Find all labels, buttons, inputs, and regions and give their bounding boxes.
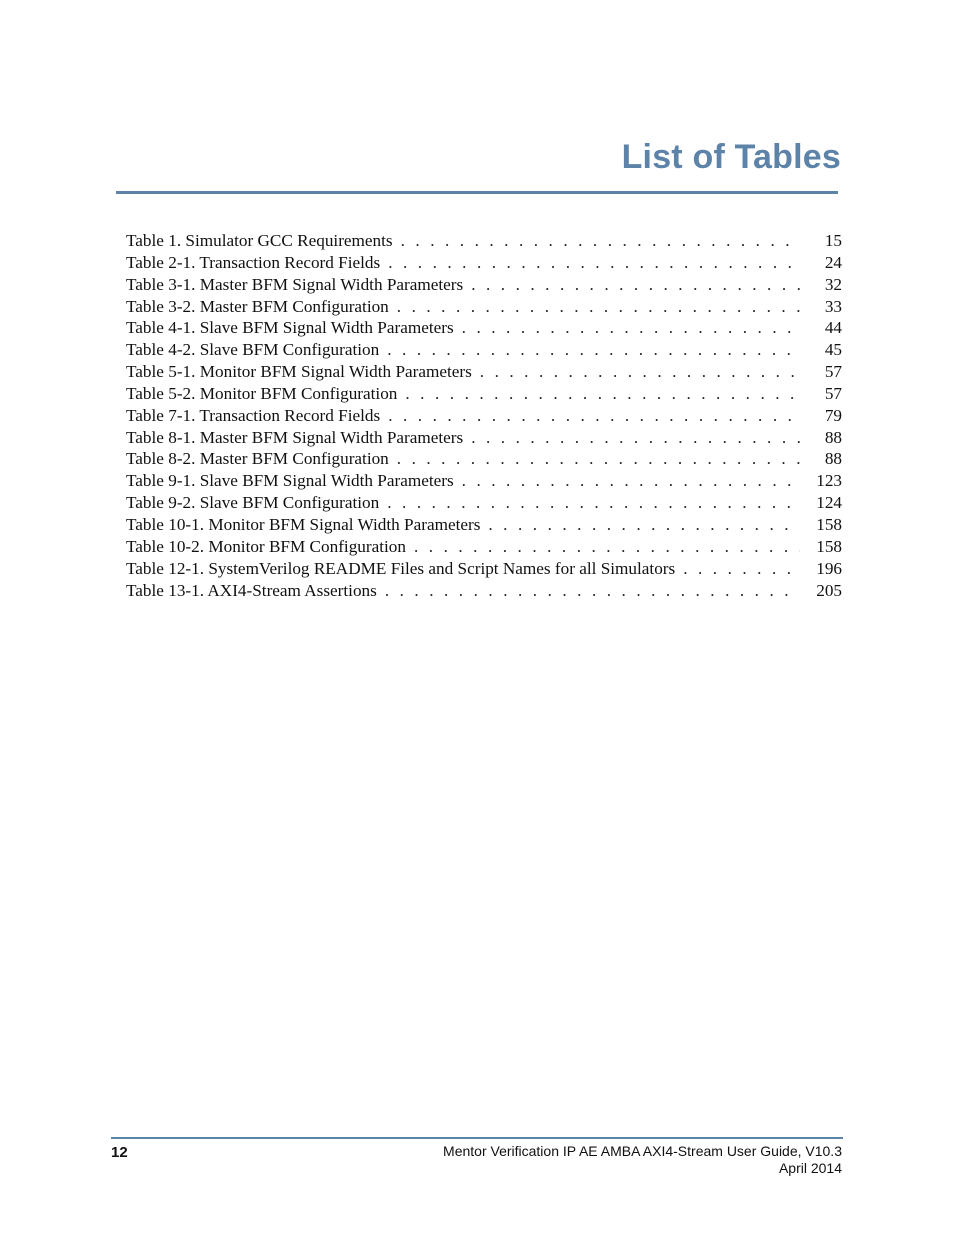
dot-leader bbox=[462, 318, 800, 338]
toc-entry[interactable] bbox=[126, 537, 842, 559]
toc-entry-page: 79 bbox=[824, 405, 842, 425]
toc-entry[interactable] bbox=[126, 449, 842, 471]
dot-leader bbox=[683, 559, 800, 579]
dot-leader bbox=[462, 471, 800, 491]
toc-entry[interactable] bbox=[126, 253, 842, 275]
toc-entry-label: Table 5-1. Monitor BFM Signal Width Parameters bbox=[126, 362, 472, 382]
toc-entry-page: 88 bbox=[824, 449, 842, 469]
toc-entry-page: 124 bbox=[816, 493, 842, 513]
toc-entry[interactable] bbox=[126, 362, 842, 384]
toc-entry[interactable] bbox=[126, 559, 842, 581]
toc-entry-page: 196 bbox=[816, 558, 842, 578]
toc-entry-label: Table 4-2. Slave BFM Configuration bbox=[126, 340, 380, 360]
footer-divider bbox=[111, 1137, 843, 1139]
toc-entry[interactable] bbox=[126, 384, 842, 406]
title-divider bbox=[116, 191, 838, 194]
toc-entry-page: 33 bbox=[824, 296, 842, 316]
toc-entry[interactable] bbox=[126, 515, 842, 537]
toc-entry-page: 158 bbox=[816, 514, 842, 534]
toc-entry-label: Table 4-1. Slave BFM Signal Width Parameters bbox=[126, 318, 454, 338]
toc-entry-page: 15 bbox=[824, 231, 842, 250]
toc-entry-label: Table 12-1. SystemVerilog README Files and Script Names for all Simulators bbox=[126, 558, 676, 578]
dot-leader bbox=[471, 428, 800, 448]
footer-page-number: 12 bbox=[111, 1144, 128, 1161]
dot-leader bbox=[388, 406, 800, 426]
page-title: List of Tables bbox=[621, 138, 841, 176]
toc-entry-page: 57 bbox=[824, 383, 842, 403]
dot-leader bbox=[480, 362, 800, 382]
toc-entry[interactable] bbox=[126, 471, 842, 493]
toc-entry[interactable] bbox=[126, 493, 842, 515]
toc-entry-label: Table 3-2. Master BFM Configuration bbox=[126, 296, 389, 316]
dot-leader bbox=[488, 515, 800, 535]
toc-entry[interactable] bbox=[126, 581, 842, 603]
toc-entry-label: Table 7-1. Transaction Record Fields bbox=[126, 405, 381, 425]
toc-entry-label: Table 3-1. Master BFM Signal Width Parameters bbox=[126, 274, 464, 294]
dot-leader bbox=[397, 297, 800, 317]
dot-leader bbox=[385, 581, 800, 601]
toc-entry-label: Table 5-2. Monitor BFM Configuration bbox=[126, 383, 398, 403]
toc-entry[interactable] bbox=[126, 340, 842, 362]
toc-entry[interactable] bbox=[126, 406, 842, 428]
toc-entry-label: Table 9-2. Slave BFM Configuration bbox=[126, 493, 380, 513]
toc-entry-label: Table 8-1. Master BFM Signal Width Parameters bbox=[126, 427, 464, 447]
dot-leader bbox=[397, 449, 800, 469]
dot-leader bbox=[405, 384, 800, 404]
toc-entry[interactable] bbox=[126, 428, 842, 450]
toc-entry-page: 88 bbox=[824, 427, 842, 447]
dot-leader bbox=[401, 231, 800, 251]
toc-entry[interactable] bbox=[126, 297, 842, 319]
footer-date: April 2014 bbox=[778, 1160, 842, 1176]
footer-doc-title: Mentor Verification IP AE AMBA AXI4-Stream User Guide, V10.3 bbox=[443, 1143, 842, 1159]
toc-entry[interactable] bbox=[126, 275, 842, 297]
toc-entry-page: 205 bbox=[816, 580, 842, 600]
toc-entry-page: 45 bbox=[824, 340, 842, 360]
toc-entry-page: 32 bbox=[824, 274, 842, 294]
toc-entry-page: 24 bbox=[824, 252, 842, 272]
toc-entry-label: Table 10-2. Monitor BFM Configuration bbox=[126, 536, 406, 556]
dot-leader bbox=[471, 275, 800, 295]
dot-leader bbox=[414, 537, 800, 557]
toc-entry-label: Table 2-1. Transaction Record Fields bbox=[126, 252, 381, 272]
table-of-contents-list bbox=[126, 231, 842, 602]
dot-leader bbox=[387, 340, 800, 360]
toc-entry-page: 57 bbox=[824, 362, 842, 382]
toc-entry[interactable] bbox=[126, 318, 842, 340]
toc-entry-label: Table 1. Simulator GCC Requirements bbox=[126, 231, 393, 250]
dot-leader bbox=[387, 493, 800, 513]
toc-entry-page: 158 bbox=[816, 536, 842, 556]
toc-entry-label: Table 13-1. AXI4-Stream Assertions bbox=[126, 580, 377, 600]
toc-entry[interactable] bbox=[126, 231, 842, 253]
toc-entry-label: Table 10-1. Monitor BFM Signal Width Parameters bbox=[126, 514, 481, 534]
toc-entry-page: 44 bbox=[824, 318, 842, 338]
toc-entry-label: Table 9-1. Slave BFM Signal Width Parameters bbox=[126, 471, 454, 491]
toc-entry-page: 123 bbox=[816, 471, 842, 491]
footer-document-info bbox=[443, 1143, 842, 1177]
toc-entry-label: Table 8-2. Master BFM Configuration bbox=[126, 449, 389, 469]
dot-leader bbox=[388, 253, 800, 273]
